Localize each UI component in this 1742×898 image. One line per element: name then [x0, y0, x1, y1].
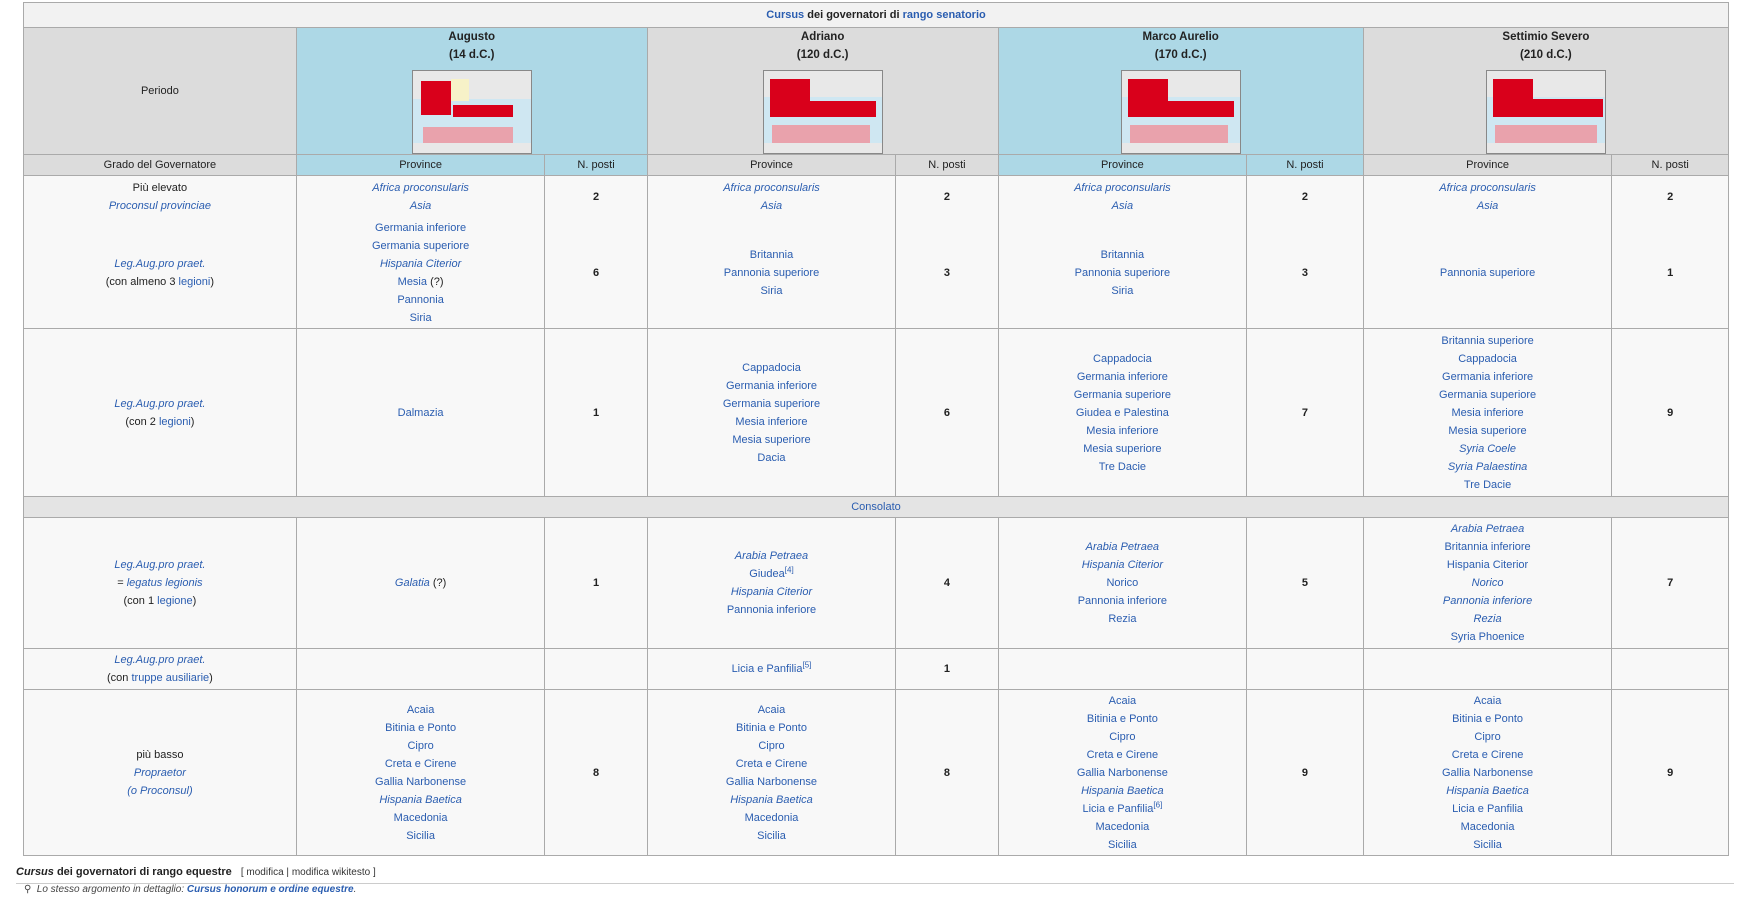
province-link[interactable]: Syria Phoenice	[1450, 631, 1525, 643]
province-link[interactable]: Arabia Petraea	[1085, 541, 1160, 553]
posts-count: 4	[896, 518, 998, 649]
posts-header: N. posti	[545, 155, 647, 176]
province-link[interactable]: Hispania Baetica	[1081, 784, 1164, 797]
province-link[interactable]: Cappadocia	[1093, 352, 1152, 365]
province-list	[647, 176, 896, 218]
empty-cell	[545, 649, 647, 690]
province-list	[998, 690, 1247, 856]
province-link[interactable]: Pannonia superiore	[1439, 266, 1536, 279]
province-link[interactable]: Germania inferiore	[375, 221, 467, 234]
province-link[interactable]: Pannonia superiore	[1074, 266, 1171, 279]
province-link[interactable]: Cipro	[1109, 730, 1136, 743]
emperor-name: Augusto	[448, 31, 496, 43]
province-link[interactable]: Mesia superiore	[1448, 424, 1527, 437]
posts-count: 1	[896, 649, 998, 690]
province-link[interactable]: Acaia	[1108, 694, 1137, 707]
edit-bracket: ]	[370, 867, 376, 878]
province-list	[296, 218, 545, 329]
province-list	[1363, 218, 1612, 329]
table-row	[24, 329, 1729, 497]
province-list	[296, 690, 545, 856]
province-link[interactable]: Bitinia e Ponto	[1086, 712, 1158, 725]
province-link[interactable]: Sicilia	[406, 829, 435, 842]
grade-link[interactable]: Leg.Aug.pro praet.	[114, 397, 206, 410]
province-link[interactable]: Asia	[409, 199, 432, 212]
province-link[interactable]: Hispania Citerior	[379, 257, 462, 270]
province-link[interactable]: Germania superiore	[722, 397, 821, 410]
posts-count: 9	[1612, 329, 1729, 497]
grade-link[interactable]: Leg.Aug.pro praet.	[114, 257, 206, 270]
emperor-name: Marco Aurelio	[1142, 31, 1219, 43]
posts-count: 1	[545, 518, 647, 649]
province-link[interactable]: Acaia	[757, 703, 786, 716]
province-link[interactable]: Bitinia e Ponto	[736, 721, 807, 734]
province-link[interactable]: Creta e Cirene	[384, 757, 457, 770]
province-link[interactable]: Cipro	[1474, 730, 1501, 743]
province-link[interactable]: Asia	[1476, 199, 1499, 212]
province-link[interactable]: Sicilia	[757, 829, 786, 842]
province-link[interactable]: Gallia Narbonense	[375, 775, 467, 788]
province-link[interactable]: Galatia	[394, 577, 430, 589]
province-link[interactable]: Macedonia	[744, 811, 799, 824]
posts-count: 9	[1247, 690, 1364, 856]
province-list	[647, 218, 896, 329]
grade-label: Grado del Governatore	[24, 155, 297, 176]
province-link[interactable]: Mesia superiore	[732, 433, 811, 446]
posts-count: 7	[1612, 518, 1729, 649]
province-link[interactable]: Licia e Panfilia	[1452, 802, 1524, 815]
province-link[interactable]: Mesia inferiore	[735, 415, 808, 428]
province-link[interactable]: Germania inferiore	[1442, 370, 1534, 383]
footnote-ref[interactable]: [5]	[802, 660, 812, 670]
province-list	[296, 518, 545, 649]
grade-cell	[24, 649, 297, 690]
table-row	[24, 649, 1729, 690]
province-link[interactable]: Pannonia inferiore	[1077, 595, 1168, 607]
edit-separator: |	[283, 867, 292, 878]
province-link[interactable]: Siria	[409, 311, 432, 324]
province-link[interactable]: Germania inferiore	[725, 379, 818, 392]
province-link[interactable]: Bitinia e Ponto	[1452, 712, 1524, 725]
grade-name: Più elevato	[132, 181, 188, 194]
posts-count: 2	[1612, 176, 1729, 218]
posts-count: 9	[1612, 690, 1729, 856]
province-link[interactable]: Britannia superiore	[1441, 334, 1534, 347]
grade-link[interactable]: (o Proconsul)	[127, 784, 193, 797]
province-list	[1363, 690, 1612, 856]
empire-map-image[interactable]	[1121, 70, 1241, 154]
province-link[interactable]: Gallia Narbonense	[725, 775, 818, 788]
province-link[interactable]: Cappadocia	[1458, 352, 1517, 365]
province-link[interactable]: Dacia	[757, 451, 786, 464]
grade-cell	[24, 518, 297, 649]
empty-cell	[1247, 649, 1364, 690]
province-list	[296, 329, 545, 497]
province-link[interactable]: Macedonia	[1095, 820, 1150, 833]
grade-text: (con	[107, 672, 132, 684]
province-link[interactable]: Africa proconsularis	[1439, 181, 1536, 194]
emperor-settimio-severo	[1363, 28, 1728, 155]
heading-cursus: Cursus	[16, 866, 54, 878]
province-list	[1363, 329, 1612, 497]
section-heading	[16, 866, 376, 878]
posts-count: 8	[545, 690, 647, 856]
emperor-name: Settimio Severo	[1502, 31, 1590, 43]
legione-link[interactable]: legione	[157, 595, 193, 607]
posts-count: 1	[1612, 218, 1729, 329]
emperor-date: (170 d.C.)	[1154, 49, 1207, 61]
province-link[interactable]: Pannonia inferiore	[1442, 595, 1533, 607]
grade-text: =	[117, 577, 127, 589]
footnote-ref[interactable]: [6]	[1153, 799, 1163, 809]
posts-header: N. posti	[1247, 155, 1364, 176]
province-link[interactable]: Giudea e Palestina	[1075, 406, 1169, 419]
province-list	[1363, 518, 1612, 649]
province-link[interactable]: Rezia	[1473, 613, 1502, 625]
grade-text: )	[192, 595, 197, 607]
posts-count: 3	[1247, 218, 1364, 329]
province-link[interactable]: Hispania Baetica	[730, 793, 813, 806]
grade-text: (con almeno 3	[105, 275, 179, 288]
grade-text: )	[210, 275, 215, 288]
province-link[interactable]: Arabia Petraea	[1450, 523, 1525, 535]
province-link[interactable]: Africa proconsularis	[372, 181, 469, 194]
province-link[interactable]: Syria Palaestina	[1447, 460, 1528, 473]
grade-text: (con 1	[123, 595, 158, 607]
emperor-date: (120 d.C.)	[796, 49, 849, 61]
province-list	[998, 329, 1247, 497]
consolato-link[interactable]: Consolato	[24, 497, 1729, 518]
empire-map-image[interactable]	[763, 70, 883, 154]
table-row	[24, 176, 1729, 218]
province-list	[998, 176, 1247, 218]
period-label: Periodo	[24, 28, 297, 155]
grade-name: più basso	[136, 748, 184, 761]
posts-count: 8	[896, 690, 998, 856]
province-link[interactable]: Siria	[1111, 284, 1134, 297]
province-link[interactable]: Norico	[1106, 577, 1139, 589]
province-link[interactable]: Dalmazia	[397, 406, 444, 419]
province-link[interactable]: Bitinia e Ponto	[385, 721, 457, 734]
grade-link[interactable]: Leg.Aug.pro praet.	[114, 654, 206, 666]
province-link[interactable]: Norico	[1471, 577, 1504, 589]
truppe-link[interactable]: truppe ausiliarie	[131, 672, 210, 684]
caption-rango-link[interactable]: rango senatorio	[902, 9, 986, 21]
province-link[interactable]: Cipro	[758, 739, 785, 752]
province-link[interactable]: Germania superiore	[1438, 388, 1537, 401]
province-link[interactable]: Siria	[760, 284, 783, 297]
province-link[interactable]: Tre Dacie	[1098, 460, 1147, 473]
posts-count: 2	[545, 176, 647, 218]
province-link[interactable]: Africa proconsularis	[1074, 181, 1171, 194]
province-link[interactable]: Pannonia superiore	[723, 266, 820, 279]
empire-map-image[interactable]	[1486, 70, 1606, 154]
grade-text: (con 2	[125, 415, 159, 428]
province-header: Province	[647, 155, 896, 176]
province-link[interactable]: Sicilia	[1473, 838, 1502, 851]
province-link[interactable]: Asia	[760, 199, 783, 212]
province-link[interactable]: Germania inferiore	[1076, 370, 1168, 383]
province-list	[998, 518, 1247, 649]
province-link[interactable]: Hispania Baetica	[1446, 784, 1529, 797]
posts-header: N. posti	[896, 155, 998, 176]
province-link[interactable]: Tre Dacie	[1463, 478, 1512, 491]
edit-wikitext-link[interactable]: modifica wikitesto	[291, 867, 371, 878]
province-link[interactable]: Arabia Petraea	[734, 550, 809, 562]
province-link[interactable]: Hispania Citerior	[1081, 559, 1164, 571]
legioni-link[interactable]: legioni	[158, 415, 191, 428]
province-link[interactable]: Creta e Cirene	[735, 757, 808, 770]
province-header: Province	[1363, 155, 1612, 176]
province-link[interactable]: Hispania Citerior	[1446, 559, 1529, 571]
province-header: Province	[296, 155, 545, 176]
note-link[interactable]: Cursus honorum e ordine equestre	[186, 884, 354, 895]
grade-cell	[24, 690, 297, 856]
province-list	[647, 518, 896, 649]
posts-count: 3	[896, 218, 998, 329]
province-link[interactable]: Mesia inferiore	[1451, 406, 1524, 419]
emperor-adriano	[647, 28, 998, 155]
province-link[interactable]: Acaia	[406, 703, 435, 716]
caption-text: dei governatori di	[804, 9, 903, 21]
cursus-table	[23, 2, 1729, 856]
emperor-name: Adriano	[800, 31, 845, 43]
empire-map-image[interactable]	[412, 70, 532, 154]
province-list	[296, 176, 545, 218]
table-row	[24, 518, 1729, 649]
grade-link[interactable]: Proconsul provinciae	[108, 199, 211, 212]
caption-cursus-link[interactable]: Cursus	[766, 9, 805, 21]
emperor-marco-aurelio	[998, 28, 1363, 155]
posts-count: 6	[896, 329, 998, 497]
uncertain-mark: (?)	[432, 577, 447, 589]
province-link[interactable]: Pannonia	[397, 293, 444, 306]
province-link[interactable]: Britannia inferiore	[1444, 541, 1531, 553]
uncertain-mark: (?)	[430, 275, 444, 288]
empty-cell	[1612, 649, 1729, 690]
grade-cell	[24, 218, 297, 329]
province-link[interactable]: Germania superiore	[1073, 388, 1171, 401]
province-header: Province	[998, 155, 1247, 176]
see-also-note	[16, 883, 1734, 898]
footnote-ref[interactable]: [4]	[784, 565, 794, 575]
province-link[interactable]: Giudea	[749, 568, 785, 580]
province-link[interactable]: Germania superiore	[371, 239, 470, 252]
province-link[interactable]: Hispania Citerior	[730, 586, 813, 598]
table-row	[24, 218, 1729, 329]
edit-bracket: [	[240, 867, 247, 878]
magnifier-icon: ⚲	[24, 884, 32, 895]
province-link[interactable]: Mesia superiore	[1083, 442, 1162, 455]
empty-cell	[998, 649, 1247, 690]
province-link[interactable]: Sicilia	[1108, 838, 1137, 851]
table-caption	[24, 3, 1729, 28]
province-link[interactable]: Creta e Cirene	[1451, 748, 1524, 761]
posts-count: 2	[896, 176, 998, 218]
posts-count: 2	[1247, 176, 1364, 218]
legioni-link[interactable]: legioni	[178, 275, 211, 288]
emperor-date: (14 d.C.)	[449, 49, 495, 61]
province-list	[647, 690, 896, 856]
grade-text: )	[190, 415, 195, 428]
province-link[interactable]: Britannia	[749, 248, 794, 261]
province-link[interactable]: Macedonia	[393, 811, 448, 824]
grade-text: )	[209, 672, 213, 684]
heading-text: dei governatori di rango equestre	[53, 866, 232, 878]
grade-cell	[24, 329, 297, 497]
grade-cell	[24, 176, 297, 218]
province-list	[647, 649, 896, 690]
province-link[interactable]: Licia e Panfilia	[731, 663, 803, 675]
province-link[interactable]: Acaia	[1473, 694, 1502, 707]
province-link[interactable]: Cappadocia	[742, 361, 801, 374]
province-link[interactable]: Asia	[1111, 199, 1134, 212]
province-link[interactable]: Macedonia	[1460, 820, 1515, 833]
note-text: Lo stesso argomento in dettaglio:	[36, 884, 187, 895]
posts-count: 6	[545, 218, 647, 329]
province-list	[1363, 176, 1612, 218]
note-end: .	[353, 884, 357, 895]
grade-link[interactable]: Leg.Aug.pro praet.	[114, 559, 206, 571]
province-link[interactable]: Mesia	[397, 275, 427, 288]
province-link[interactable]: Cipro	[407, 739, 434, 752]
province-link[interactable]: Hispania Baetica	[379, 793, 462, 806]
province-link[interactable]: Africa proconsularis	[723, 181, 820, 194]
posts-count: 7	[1247, 329, 1364, 497]
edit-link[interactable]: modifica	[246, 867, 284, 878]
province-link[interactable]: Syria Coele	[1459, 442, 1516, 455]
province-link[interactable]: Creta e Cirene	[1086, 748, 1159, 761]
province-link[interactable]: Mesia inferiore	[1086, 424, 1159, 437]
province-link[interactable]: Gallia Narbonense	[1076, 766, 1168, 779]
province-link[interactable]: Licia e Panfilia	[1082, 802, 1154, 815]
posts-header: N. posti	[1612, 155, 1729, 176]
province-link[interactable]: Gallia Narbonense	[1442, 766, 1534, 779]
emperor-date: (210 d.C.)	[1520, 49, 1572, 61]
emperor-augusto	[296, 28, 647, 155]
grade-link[interactable]: Propraetor	[133, 766, 186, 779]
empty-cell	[1363, 649, 1612, 690]
province-link[interactable]: Britannia	[1100, 248, 1145, 261]
province-link[interactable]: Rezia	[1108, 613, 1137, 625]
province-link[interactable]: Pannonia inferiore	[726, 604, 817, 616]
province-list	[647, 329, 896, 497]
empty-cell	[296, 649, 545, 690]
posts-count: 5	[1247, 518, 1364, 649]
legatus-link[interactable]: legatus legionis	[126, 577, 203, 589]
table-row	[24, 690, 1729, 856]
province-list	[998, 218, 1247, 329]
posts-count: 1	[545, 329, 647, 497]
